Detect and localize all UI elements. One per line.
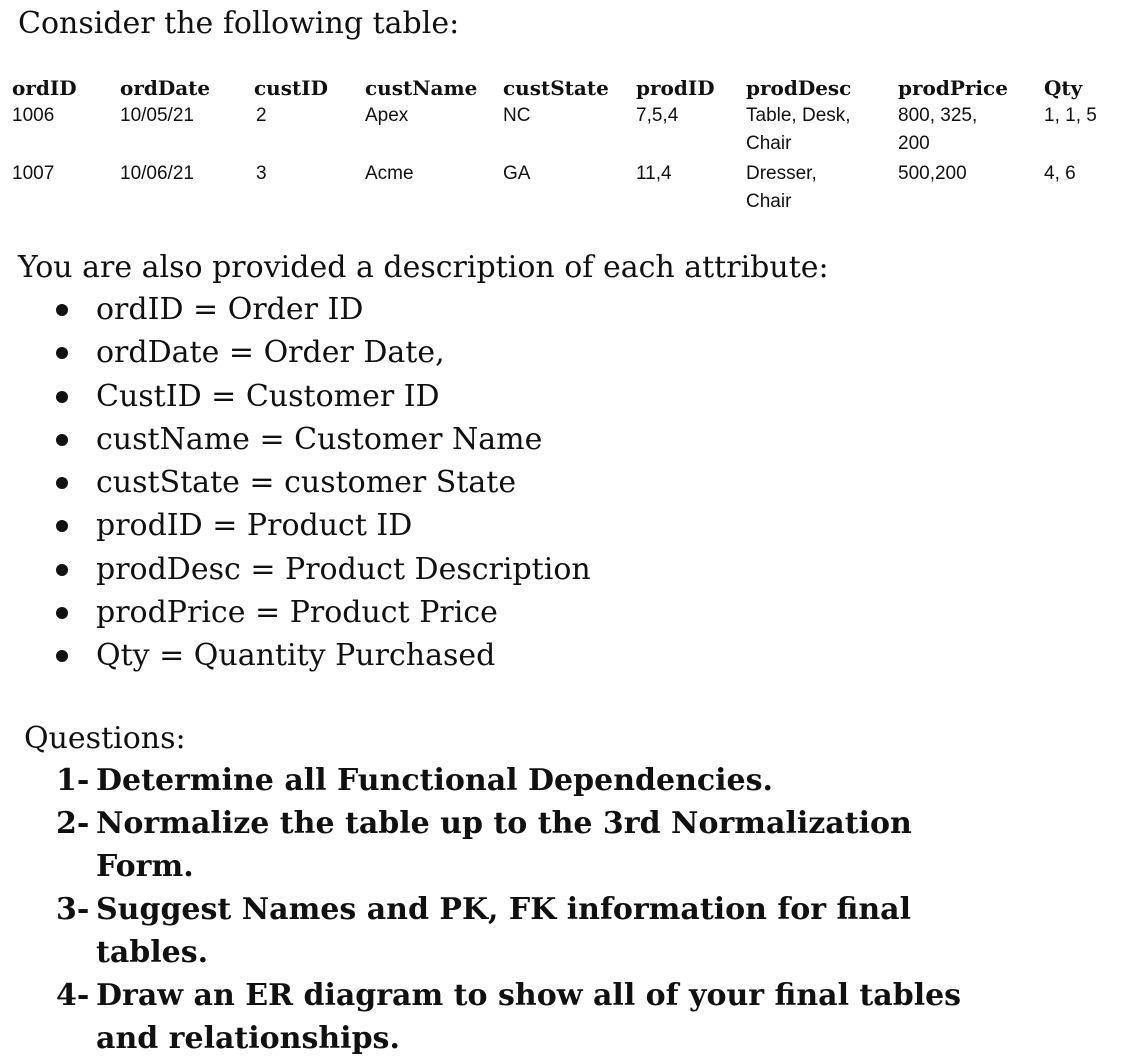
question-item (0, 759, 1016, 802)
header-custState: custState (503, 76, 609, 100)
questions-heading: Questions: (24, 721, 186, 756)
question-item (0, 974, 1016, 1060)
attribute-description: Qty = Quantity Purchased (96, 638, 496, 674)
list-item (0, 418, 591, 461)
list-item (0, 591, 591, 634)
cell-prodDesc: Dresser, (746, 163, 817, 184)
cell-prodID: 7,5,4 (636, 105, 679, 126)
intro-text: Consider the following table: (18, 6, 460, 41)
header-custName: custName (365, 76, 478, 100)
question-item (0, 888, 1016, 974)
header-prodPrice: prodPrice (898, 76, 1008, 100)
cell-prodPrice: 500,200 (898, 163, 967, 184)
question-item (0, 802, 1016, 888)
list-item (0, 331, 591, 374)
cell-ordID: 1007 (12, 163, 55, 184)
bullet-icon (56, 607, 68, 619)
cell-prodDesc: Chair (746, 133, 792, 154)
header-prodDesc: prodDesc (746, 76, 852, 100)
bullet-icon (56, 391, 68, 403)
question-number: 2- (56, 806, 90, 841)
attributes-heading: You are also provided a description of each attribute: (18, 250, 829, 285)
question-text: Normalize the table up to the 3rd Normalization Form. (96, 806, 912, 884)
cell-ordID: 1006 (12, 105, 55, 126)
question-number: 1- (56, 763, 90, 798)
cell-custName: Acme (365, 163, 414, 184)
cell-qty: 1, 1, 5 (1044, 105, 1097, 126)
attribute-list (0, 288, 591, 678)
bullet-icon (56, 304, 68, 316)
question-list (0, 759, 1016, 1060)
cell-prodID: 11,4 (636, 163, 672, 184)
list-item (0, 548, 591, 591)
attribute-description: CustID = Customer ID (96, 378, 440, 414)
attribute-description: custState = customer State (96, 465, 517, 501)
question-text: Draw an ER diagram to show all of your final tables and relationships. (96, 978, 962, 1056)
question-text: Suggest Names and PK, FK information for final tables. (96, 892, 911, 970)
cell-ordDate: 10/05/21 (120, 105, 194, 126)
cell-qty: 4, 6 (1044, 163, 1076, 184)
cell-custState: GA (503, 163, 531, 184)
header-qty: Qty (1044, 76, 1083, 100)
cell-prodPrice: 800, 325, (898, 105, 978, 126)
attribute-description: prodDesc = Product Description (96, 551, 591, 587)
bullet-icon (56, 347, 68, 359)
cell-custID: 3 (256, 163, 267, 184)
list-item (0, 375, 591, 418)
list-item (0, 288, 591, 331)
question-text: Determine all Functional Dependencies. (96, 763, 773, 798)
list-item (0, 504, 591, 547)
question-number: 4- (56, 978, 90, 1013)
attribute-description: ordDate = Order Date, (96, 335, 445, 371)
header-ordDate: ordDate (120, 76, 211, 100)
cell-custName: Apex (365, 105, 409, 126)
attribute-description: custName = Customer Name (96, 421, 543, 457)
question-number: 3- (56, 892, 90, 927)
bullet-icon (56, 434, 68, 446)
bullet-icon (56, 520, 68, 532)
list-item (0, 634, 591, 677)
attribute-description: ordID = Order ID (96, 292, 364, 327)
cell-custID: 2 (256, 105, 267, 126)
header-custID: custID (254, 76, 328, 100)
header-ordID: ordID (12, 76, 77, 100)
bullet-icon (56, 564, 68, 576)
bullet-icon (56, 650, 68, 662)
attribute-description: prodID = Product ID (96, 508, 413, 544)
list-item (0, 461, 591, 504)
cell-prodDesc: Table, Desk, (746, 105, 851, 126)
cell-prodDesc: Chair (746, 191, 792, 212)
cell-ordDate: 10/06/21 (120, 163, 194, 184)
cell-custState: NC (503, 105, 531, 126)
attribute-description: prodPrice = Product Price (96, 595, 498, 631)
cell-prodPrice: 200 (898, 133, 930, 154)
header-prodID: prodID (636, 76, 715, 100)
bullet-icon (56, 477, 68, 489)
